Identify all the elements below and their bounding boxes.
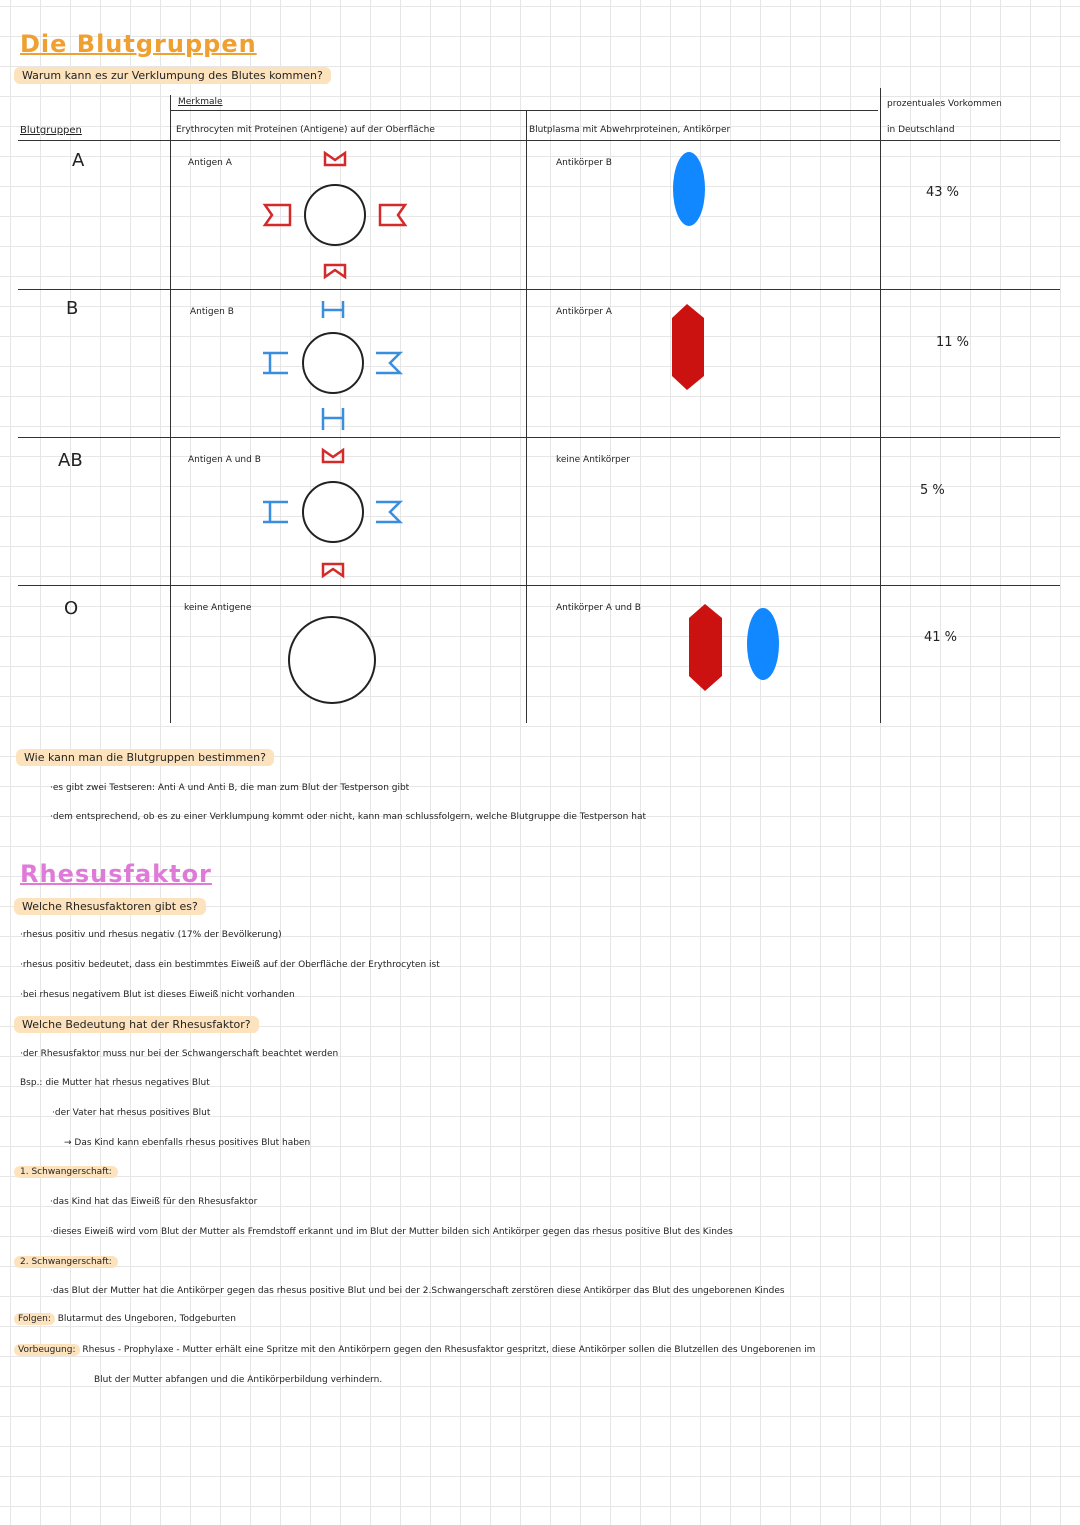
- header-blutgruppen: Blutgruppen: [20, 125, 82, 136]
- erythrocyte-icon: [303, 333, 363, 393]
- group-a-label: A: [72, 150, 85, 171]
- prevention-text-2: Blut der Mutter abfangen und die Antikörperbildung verhindern.: [94, 1375, 383, 1385]
- rhesus-example-1: Bsp.: die Mutter hat rhesus negatives Blut: [20, 1078, 210, 1088]
- consequences-label: Folgen:: [14, 1313, 55, 1325]
- table-line: [18, 289, 1060, 290]
- determine-line-2: ·dem entsprechend, ob es zu einer Verklumpung kommt oder nicht, kann man schlussfolgern, welche Blutgruppe die Testperson hat: [50, 812, 646, 822]
- antigen-a-bottom-icon: [325, 265, 345, 277]
- antigen-a-bottom-icon: [323, 564, 343, 576]
- antigen-b-top-icon: [323, 301, 343, 318]
- consequences-text: Blutarmut des Ungeboren, Todgeburten: [57, 1314, 236, 1324]
- erythrocyte-ab-diagram: [258, 447, 408, 579]
- antigen-b-bottom-icon: [323, 408, 343, 430]
- group-b-label: B: [66, 298, 79, 319]
- table-line: [18, 585, 1060, 586]
- percent-b: 11 %: [936, 335, 970, 350]
- antigen-b-left-icon: [263, 502, 288, 522]
- group-o-label: O: [64, 598, 79, 619]
- table-line: [526, 110, 527, 723]
- antigen-o-text: keine Antigene: [184, 603, 252, 613]
- pregnancy-1-label: 1. Schwangerschaft:: [14, 1166, 118, 1178]
- erythrocyte-a-diagram: [260, 150, 410, 280]
- rhesus-example-3: → Das Kind kann ebenfalls rhesus positives Blut haben: [64, 1138, 311, 1148]
- antibody-a-text: Antikörper A: [556, 307, 612, 317]
- antigen-a-top-icon: [325, 153, 345, 165]
- rhesus-line-1: ·rhesus positiv und rhesus negativ (17% der Bevölkerung): [20, 930, 282, 940]
- pregnancy-1-line-1: ·das Kind hat das Eiweiß für den Rhesusfaktor: [50, 1197, 258, 1207]
- antibody-a-icon: [686, 600, 726, 695]
- table-line: [170, 110, 878, 111]
- erythrocyte-b-diagram: [258, 298, 408, 433]
- antigen-a-left-icon: [265, 205, 290, 225]
- erythrocyte-o-diagram: [286, 614, 381, 709]
- antigen-a-top-icon: [323, 450, 343, 462]
- header-erythrocyten: Erythrocyten mit Proteinen (Antigene) auf der Oberfläche: [176, 125, 435, 135]
- antigen-b-right-icon: [376, 502, 400, 522]
- pregnancy-1-line-2: ·dieses Eiweiß wird vom Blut der Mutter als Fremdstoff erkannt und im Blut der Mutter bilden sich Antikörper gegen das rhesus positive Blut des Kindes: [50, 1227, 733, 1237]
- rhesus-example-2: ·der Vater hat rhesus positives Blut: [52, 1108, 211, 1118]
- table-line: [18, 437, 1060, 438]
- rhesus-line-4: ·der Rhesusfaktor muss nur bei der Schwangerschaft beachtet werden: [20, 1049, 339, 1059]
- question-determine: Wie kann man die Blutgruppen bestimmen?: [16, 749, 274, 766]
- antibody-ab-text: Antikörper A und B: [556, 603, 641, 613]
- antigen-b-right-icon: [376, 353, 400, 373]
- antigen-a-right-icon: [380, 205, 405, 225]
- percent-a: 43 %: [926, 185, 960, 200]
- question-rhesus-meaning: Welche Bedeutung hat der Rhesusfaktor?: [14, 1016, 259, 1033]
- antigen-b-text: Antigen B: [190, 307, 234, 317]
- header-percent-1: prozentuales Vorkommen: [887, 99, 1002, 109]
- group-ab-label: AB: [58, 450, 83, 471]
- antibody-b-icon: [744, 606, 784, 684]
- antigen-ab-text: Antigen A und B: [188, 455, 261, 465]
- prevention: [14, 1345, 815, 1355]
- antibody-b-icon: [670, 150, 710, 230]
- determine-line-1: ·es gibt zwei Testseren: Anti A und Anti B, die man zum Blut der Testperson gibt: [50, 783, 410, 793]
- table-line: [880, 88, 881, 723]
- erythrocyte-icon: [289, 617, 375, 703]
- antigen-a-text: Antigen A: [188, 158, 232, 168]
- no-antibody-text: keine Antikörper: [556, 455, 630, 465]
- header-plasma: Blutplasma mit Abwehrproteinen, Antikörper: [529, 125, 731, 135]
- pregnancy-2-line-1: ·das Blut der Mutter hat die Antikörper gegen das rhesus positive Blut und bei der 2.Schwangerschaft zerstören diese Antikörper das Blut des ungeborenen Kindes: [50, 1286, 785, 1296]
- rhesus-title: Rhesusfaktor: [20, 860, 212, 888]
- percent-ab: 5 %: [920, 483, 945, 498]
- header-percent-2: in Deutschland: [887, 125, 955, 135]
- percent-o: 41 %: [924, 630, 958, 645]
- erythrocyte-icon: [305, 185, 365, 245]
- prevention-text: Rhesus - Prophylaxe - Mutter erhält eine Spritze mit den Antikörpern gegen den Rhesusfaktor gespritzt, diese Antikörper sollen die Blutzellen des Ungeborenen im: [82, 1345, 816, 1355]
- table-line: [170, 95, 171, 723]
- table-line: [18, 140, 1060, 141]
- rhesus-line-3: ·bei rhesus negativem Blut ist dieses Eiweiß nicht vorhanden: [20, 990, 295, 1000]
- prevention-label: Vorbeugung:: [14, 1344, 80, 1356]
- antibody-b-text: Antikörper B: [556, 158, 612, 168]
- question-rhesus-types: Welche Rhesusfaktoren gibt es?: [14, 898, 206, 915]
- erythrocyte-icon: [303, 482, 363, 542]
- question-clumping: Warum kann es zur Verklumpung des Blutes kommen?: [14, 67, 331, 84]
- consequences: [14, 1314, 236, 1324]
- rhesus-line-2: ·rhesus positiv bedeutet, dass ein bestimmtes Eiweiß auf der Oberfläche der Erythrocyten ist: [20, 960, 440, 970]
- header-merkmale: Merkmale: [178, 97, 223, 107]
- pregnancy-2-label: 2. Schwangerschaft:: [14, 1256, 118, 1268]
- antigen-b-left-icon: [263, 353, 288, 373]
- page-title: Die Blutgruppen: [20, 30, 257, 58]
- antibody-a-icon: [670, 300, 710, 395]
